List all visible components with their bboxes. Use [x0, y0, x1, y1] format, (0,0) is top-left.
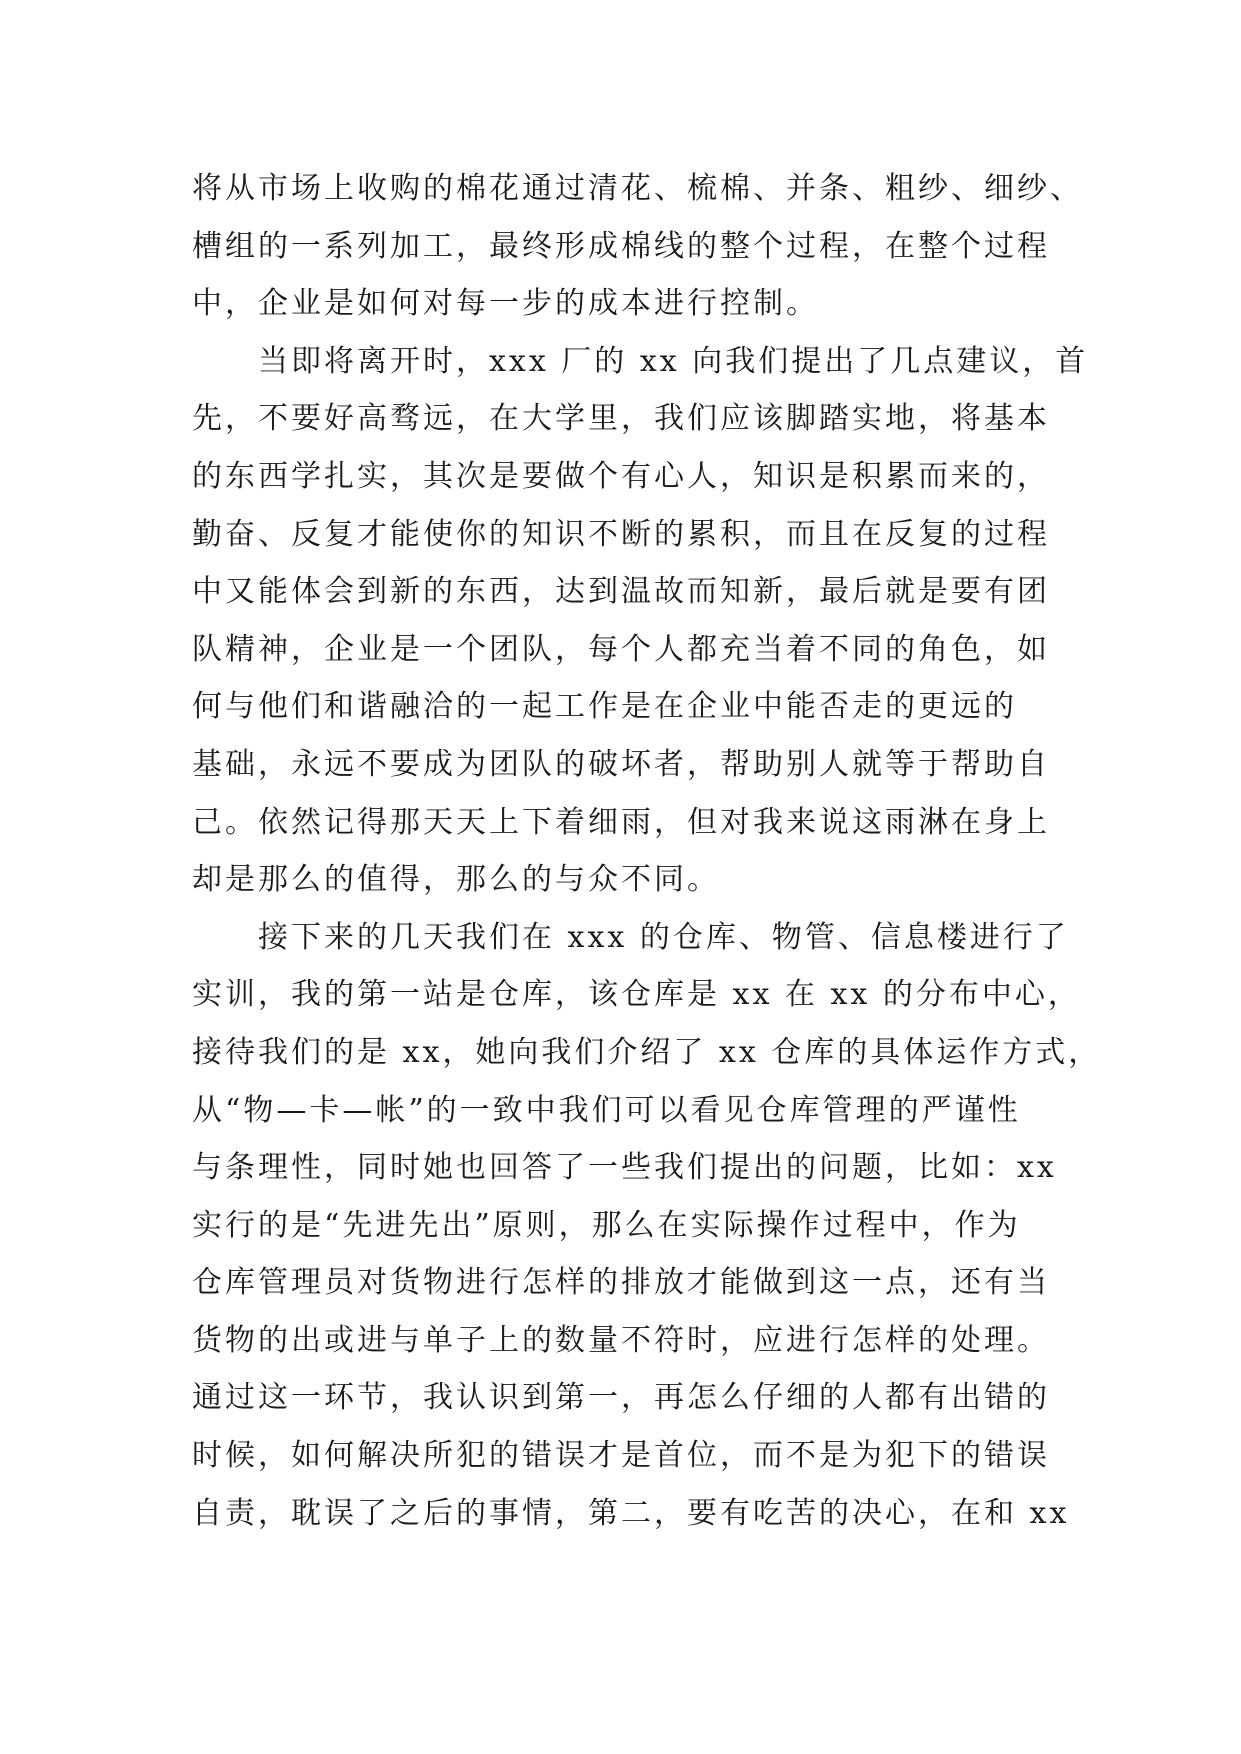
text-line: 己。依然记得那天天上下着细雨，但对我来说这雨淋在身上 [192, 804, 1050, 840]
text-line: 将从市场上收购的棉花通过清花、梳棉、并条、粗纱、细纱、 [192, 171, 1083, 206]
text-line: 实行的是“先进先出”原则，那么在实际操作过程中，作为 [192, 1207, 1021, 1243]
text-line: 槽组的一系列加工，最终形成棉线的整个过程，在整个过程 [192, 228, 1050, 264]
text-line: 自责，耽误了之后的事情，第二，要有吃苦的决心，在和 xx [192, 1495, 1070, 1531]
text-line: 却是那么的值得，那么的与众不同。 [192, 862, 720, 898]
text-line: 中，企业是如何对每一步的成本进行控制。 [192, 286, 819, 322]
text-line: 当即将离开时，xxx 厂的 xx 向我们提出了几点建议，首 [192, 343, 1089, 379]
text-line: 与条理性，同时她也回答了一些我们提出的问题，比如：xx [192, 1150, 1057, 1186]
text-line: 中又能体会到新的东西，达到温故而知新，最后就是要有团 [192, 574, 1050, 610]
text-line: 基础，永远不要成为团队的破坏者，帮助别人就等于帮助自 [192, 746, 1050, 782]
text-line: 货物的出或进与单子上的数量不符时，应进行怎样的处理。 [192, 1322, 1050, 1358]
text-line: 先，不要好高骛远，在大学里，我们应该脚踏实地，将基本 [192, 401, 1050, 437]
text-line: 的东西学扎实，其次是要做个有心人，知识是积累而来的， [192, 458, 1050, 494]
text-line: 接下来的几天我们在 xxx 的仓库、物管、信息楼进行了 [192, 919, 1069, 955]
text-line: 实训，我的第一站是仓库，该仓库是 xx 在 xx 的分布中心， [192, 977, 1081, 1013]
text-line: 勤奋、反复才能使你的知识不断的累积，而且在反复的过程 [192, 516, 1050, 552]
body-text [192, 160, 1102, 1542]
text-line: 接待我们的是 xx，她向我们介绍了 xx 仓库的具体运作方式， [192, 1034, 1102, 1070]
text-line: 何与他们和谐融洽的一起工作是在企业中能否走的更远的 [192, 689, 1017, 725]
text-line: 从“物—卡—帐”的一致中我们可以看见仓库管理的严谨性 [192, 1092, 1021, 1128]
text-line: 仓库管理员对货物进行怎样的排放才能做到这一点，还有当 [192, 1265, 1050, 1301]
text-line: 时候，如何解决所犯的错误才是首位，而不是为犯下的错误 [192, 1438, 1050, 1474]
text-line: 队精神，企业是一个团队，每个人都充当着不同的角色，如 [192, 631, 1050, 667]
text-line: 通过这一环节，我认识到第一，再怎么仔细的人都有出错的 [192, 1380, 1050, 1416]
